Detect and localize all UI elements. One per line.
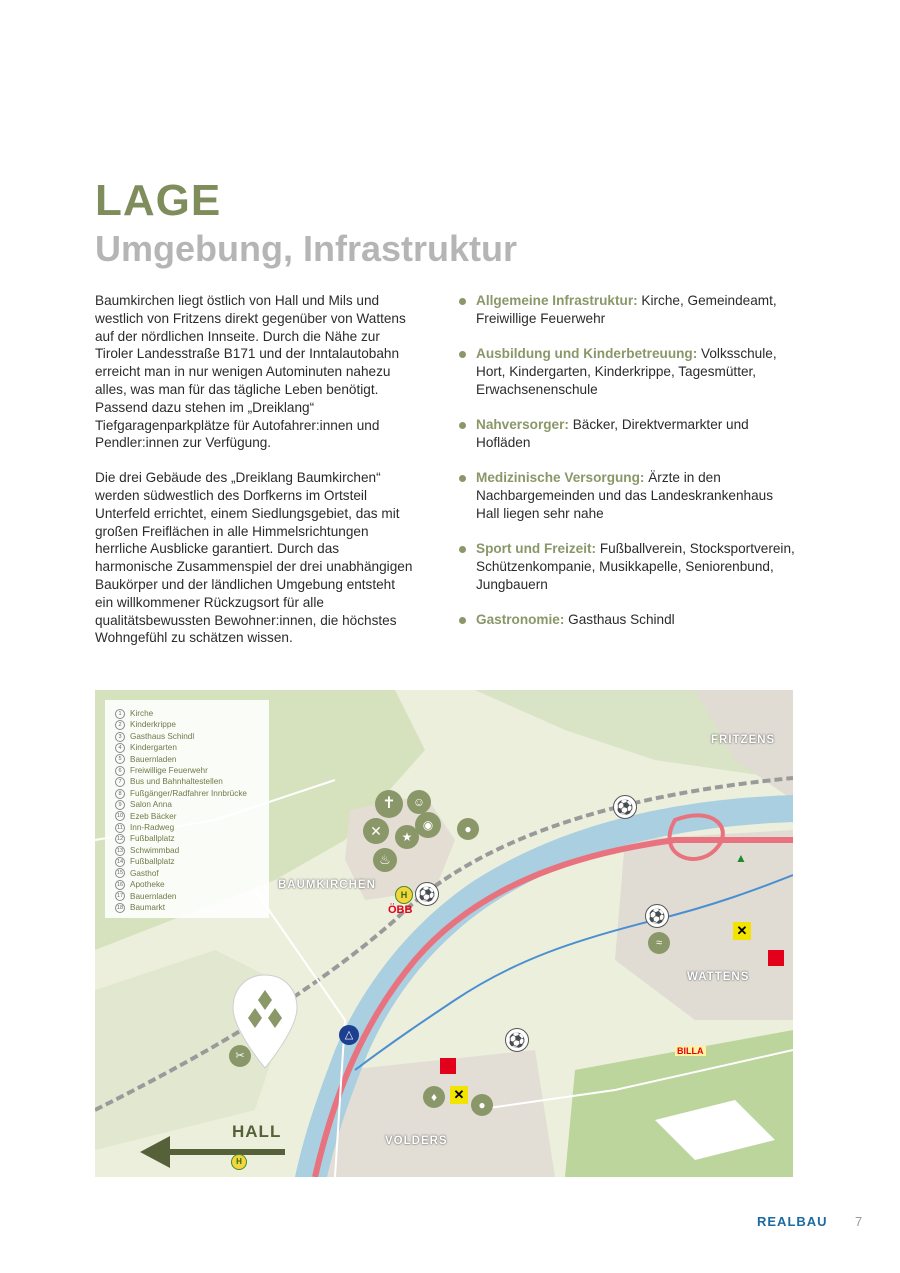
town-label-baumkirchen: BAUMKIRCHEN [278, 879, 376, 891]
town-label-hall: HALL [232, 1122, 282, 1141]
legend-item: 13 Schwimmbad [116, 845, 180, 855]
hairdresser-icon: ✂ [229, 1045, 251, 1067]
page-number: 7 [855, 1214, 863, 1229]
legend-item: 7 Bus und Bahnhaltestellen [115, 776, 269, 787]
legend-item: 5 Bauernladen [115, 754, 269, 765]
legend-item: 1 Kirche [115, 708, 269, 719]
legend-item: 11 Inn-Radweg [115, 822, 269, 833]
farm-shop-icon: ● [457, 818, 479, 840]
supermarket-icon [440, 1058, 456, 1074]
gasthof-icon: ♦ [423, 1086, 445, 1108]
map-legend [105, 700, 269, 918]
gastro-icon: ✕ [363, 818, 389, 844]
billa-logo: BILLA [677, 1046, 704, 1056]
list-item: Ausbildung und Kinderbetreuung: Volksschule, Hort, Kindergarten, Kinderkrippe, Tagesmütter, Erwachsenenschule [459, 345, 799, 398]
legend-item: 6 Freiwillige Feuerwehr [115, 765, 269, 776]
legend-item: 8 Fußgänger/Radfahrer Innbrücke [115, 788, 269, 799]
intro-paragraph-1: Baumkirchen liegt östlich von Hall und Mils und westlich von Fritzens direkt gegenüber von Wattens auf der nördlichen Innseite. Durch die Nähe zur Tiroler Landesstraße B171 und der Inntalautobahn erreicht man in nur wenigen Autominuten nahezu alles, was man für das tägliche Leben benötigt. Passend dazu stehen im „Dreiklang“ Tiefgaragenparkplätze für Autofahrer:innen und Pendler:innen zur Verfügung. [95, 293, 406, 451]
legend-item: 9 Salon Anna [115, 799, 269, 810]
pool-icon: ≈ [648, 932, 670, 954]
list-item: Gastronomie: Gasthaus Schindl [459, 611, 799, 629]
list-item: Sport und Freizeit: Fußballverein, Stocksportverein, Schützenkompanie, Musikkapelle, Seniorenbund, Jungbauern [459, 540, 799, 593]
intro-text [95, 292, 415, 664]
bullet-icon [459, 422, 466, 429]
legend-item: 15 Gasthof [116, 868, 159, 878]
legend-item: 14 Fußballplatz [116, 857, 175, 867]
legend-item: 12 Fußballplatz [116, 834, 175, 844]
soccer-icon: ⚽ [505, 1028, 529, 1052]
pharmacy-icon: ▲ [735, 851, 747, 865]
page-subtitle: Umgebung, Infrastruktur [95, 228, 518, 269]
legend-item: 18 Baumarkt [116, 902, 166, 912]
fire-icon: ♨ [373, 848, 397, 872]
bullet-icon [459, 617, 466, 624]
list-item: Allgemeine Infrastruktur: Kirche, Gemeindeamt, Freiwillige Feuerwehr [459, 292, 799, 328]
town-label-volders: VOLDERS [385, 1135, 448, 1147]
page-title: LAGE [95, 176, 222, 225]
family-icon: ☺ [407, 790, 431, 814]
bakery-icon: ◉ [415, 812, 441, 838]
raiffeisen-icon: ✕ [733, 922, 751, 940]
brand-logo: REALBAU [757, 1214, 828, 1229]
supermarket-icon [768, 950, 784, 966]
town-label-wattens: WATTENS [687, 971, 750, 983]
bullet-icon [459, 298, 466, 305]
infrastructure-list [459, 292, 799, 646]
bus-stop-icon: H [231, 1154, 247, 1170]
bullet-icon [459, 351, 466, 358]
farm-shop-icon: ● [471, 1094, 493, 1116]
legend-item: 17 Bauernladen [116, 891, 177, 901]
raiffeisen-icon: ✕ [450, 1086, 468, 1104]
soccer-icon: ⚽ [613, 795, 637, 819]
intro-paragraph-2: Die drei Gebäude des „Dreiklang Baumkirchen“ werden südwestlich des Dorfkerns im Ortsteil Unterfeld errichtet, einem Siedlungsgebiet, das mit großen Freiflächen in alle Himmelsrichtungen herrliche Ausblicke garantiert. Durch das harmonische Zusammenspiel der drei unabhängigen Baukörper und der ländlichen Umgebung entsteht ein willkommener Rückzugsort für alle qualitätsbewussten Bewohner:innen, die höchstes Wohngefühl zu schätzen wissen. [95, 470, 413, 646]
bus-stop-icon: H [395, 886, 413, 904]
obb-logo: ÖBB [388, 904, 413, 916]
soccer-icon: ⚽ [415, 882, 439, 906]
legend-item: 3 Gasthaus Schindl [115, 731, 269, 742]
list-item: Nahversorger: Bäcker, Direktvermarkter und Hofläden [459, 416, 799, 452]
kindergarten-icon: ★ [395, 825, 419, 849]
legend-item: 16 Apotheke [116, 880, 165, 890]
list-item: Medizinische Versorgung: Ärzte in den Nachbargemeinden und das Landeskrankenhaus Hall liegen sehr nahe [459, 469, 799, 522]
legend-item: 10 Ezeb Bäcker [116, 811, 177, 821]
bullet-icon [459, 546, 466, 553]
legend-item: 4 Kindergarten [115, 742, 269, 753]
pedestrian-bridge-icon: △ [339, 1025, 359, 1045]
legend-item: 2 Kinderkrippe [115, 719, 269, 730]
bullet-icon [459, 475, 466, 482]
town-label-fritzens: FRITZENS [711, 734, 776, 746]
church-icon: ✝ [375, 790, 403, 818]
location-map [95, 690, 793, 1177]
soccer-icon: ⚽ [645, 904, 669, 928]
